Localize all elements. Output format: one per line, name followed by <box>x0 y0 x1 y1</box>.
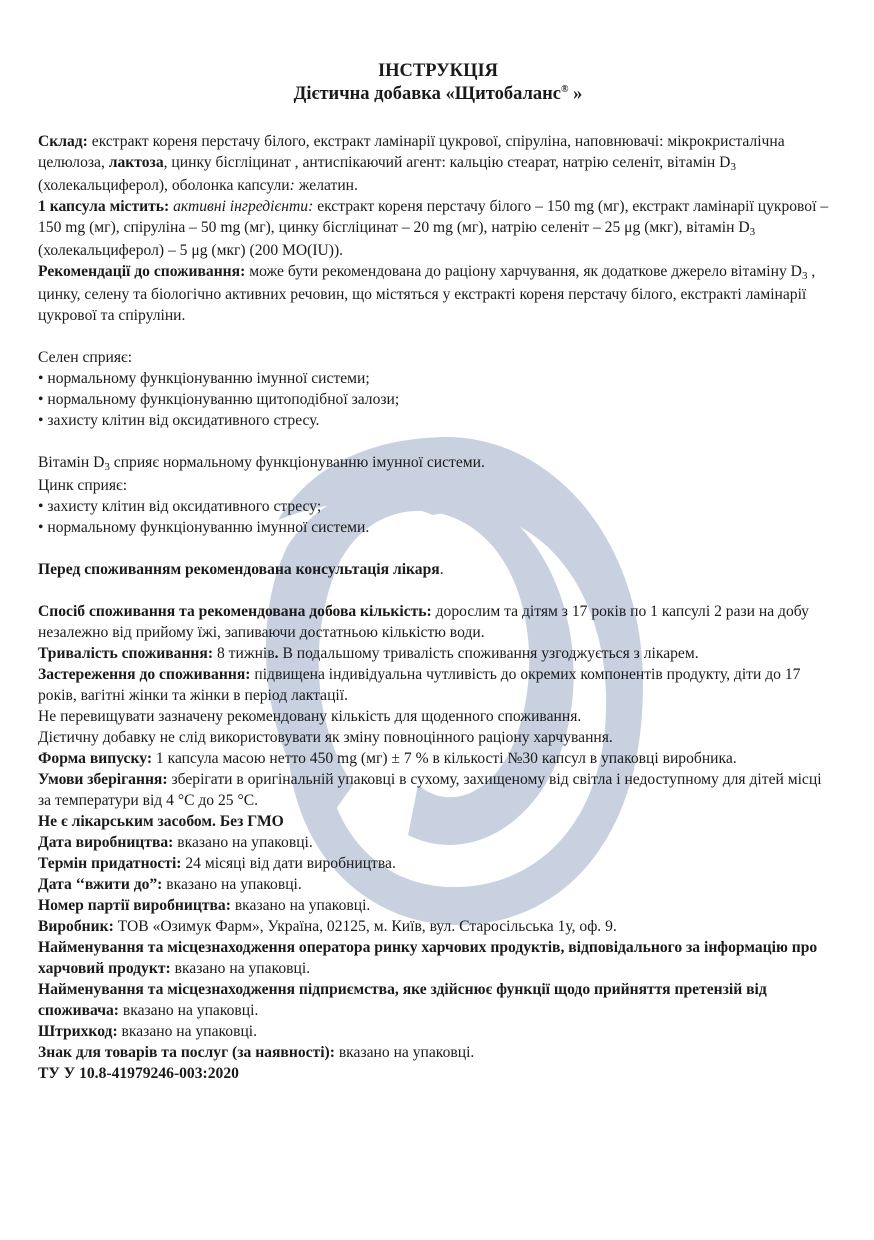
warnings-line-2: Не перевищувати зазначену рекомендовану кількість для щоденного споживання. <box>38 708 582 725</box>
consultation-note: Перед споживанням рекомендована консультація лікаря. <box>38 561 444 578</box>
shelf-life-line: Термін придатності: 24 місяці від дати виробництва. <box>38 855 396 872</box>
production-date-line: Дата виробництва: вказано на упаковці. <box>38 834 313 851</box>
batch-line: Номер партії виробництва: вказано на упаковці. <box>38 897 371 914</box>
storage-label: Умови зберігання: <box>38 771 168 788</box>
capsule-contents-paragraph: 1 капсула містить: активні інгредієнти: екстракт кореня перстачу білого – 150 mg (мг), екстракт ламінарії цукрової – 150 mg (мг), спіруліна – 50 mg (мг), цинку бісгліцинат – 20 mg (мг), натрію селеніт – 25 μg (мкг), вітамін D3 (холекальциферол) – 5 μg (мкг) (200 МО(IU)). <box>38 198 829 259</box>
header <box>38 60 838 106</box>
not-medicine-note: Не є лікарським засобом. Без ГМО <box>38 813 284 830</box>
composition-label: Склад: <box>38 133 88 150</box>
duration-paragraph: Тривалість споживання: 8 тижнів. В подальшому тривалість споживання узгоджується з лікарем. <box>38 645 699 662</box>
recommendations-label: Рекомендації до споживання: <box>38 263 246 280</box>
list-item: • нормальному функціонуванню імунної системи. <box>38 519 370 536</box>
usage-label: Спосіб споживання та рекомендована добова кількість: <box>38 603 432 620</box>
selenium-heading: Селен сприяє: <box>38 349 133 366</box>
form-label: Форма випуску: <box>38 750 153 767</box>
registered-mark: ® <box>561 83 569 95</box>
warnings-line-3: Дієтичну добавку не слід використовувати як зміну повноцінного раціону харчування. <box>38 729 613 746</box>
manufacturer-line: Виробник: ТОВ «Озимук Фарм», Україна, 02125, м. Київ, вул. Старосільська 1у, оф. 9. <box>38 918 617 935</box>
storage-paragraph: Умови зберігання: зберігати в оригінальній упаковці в сухому, захищеному від світла і недоступному для дітей місці за температури від 4 °С до 25 °С. <box>38 771 822 809</box>
warnings-label: Застереження до споживання: <box>38 666 251 683</box>
list-item: • захисту клітин від оксидативного стресу; <box>38 498 322 515</box>
composition-paragraph: Склад: екстракт кореня перстачу білого, екстракт ламінарії цукрової, спіруліна, наповнювачі: мікрокристалічна целюлоза, лактоза, цинку бісгліцинат , антиспікаючий агент: кальцію стеарат, натрію селеніт, вітамін D3 (холекальциферол), оболонка капсули: желатин. <box>38 133 785 194</box>
recommendations-paragraph: Рекомендації до споживання: може бути рекомендована до раціону харчування, як додаткове джерело вітаміну D3 , цинку, селену та біологічно активних речовин, що містяться у екстракті кореня перстачу білого, екстракті ламінарії цукрової та спіруліни. <box>38 263 816 324</box>
zinc-heading: Цинк сприяє: <box>38 477 128 494</box>
trademark-line: Знак для товарів та послуг (за наявності): вказано на упаковці. <box>38 1044 475 1061</box>
duration-label: Тривалість споживання: <box>38 645 214 662</box>
product-name: Дієтична добавка «Щитобаланс® » <box>293 83 583 104</box>
tu-code: ТУ У 10.8-41979246-003:2020 <box>38 1065 239 1082</box>
claims-paragraph: Найменування та місцезнаходження підприємства, яке здійснює функції щодо прийняття претензій від споживача: вказано на упаковці. <box>38 981 767 1019</box>
page-title: ІНСТРУКЦІЯ <box>377 61 499 81</box>
use-by-line: Дата ‘‘вжити до”: вказано на упаковці. <box>38 876 302 893</box>
warnings-paragraph: Застереження до споживання: підвищена індивідуальна чутливість до окремих компонентів продукту, діти до 17 років, вагітні жінки та жінки в період лактації. <box>38 666 801 704</box>
list-item: • нормальному функціонуванню імунної системи; <box>38 370 370 387</box>
list-item: • захисту клітин від оксидативного стресу. <box>38 412 320 429</box>
operator-paragraph: Найменування та місцезнаходження оператора ринку харчових продуктів, відповідального за інформацію про харчовий продукт: вказано на упаковці. <box>38 939 818 977</box>
form-paragraph: Форма випуску: 1 капсула масою нетто 450 mg (мг) ± 7 % в кількості №30 капсул в упаковці виробника. <box>38 750 737 767</box>
instruction-document <box>38 60 838 1084</box>
vitamin-d-paragraph: Вітамін D3 сприяє нормальному функціонуванню імунної системи. <box>38 454 485 473</box>
barcode-line: Штрихкод: вказано на упаковці. <box>38 1023 258 1040</box>
usage-paragraph: Спосіб споживання та рекомендована добова кількість: дорослим та дітям з 17 років по 1 капсулі 2 рази на добу незалежно від прийому їжі, запиваючи достатньою кількістю води. <box>38 603 809 641</box>
list-item: • нормальному функціонуванню щитоподібної залози; <box>38 391 400 408</box>
capsule-label: 1 капсула містить: <box>38 198 170 215</box>
